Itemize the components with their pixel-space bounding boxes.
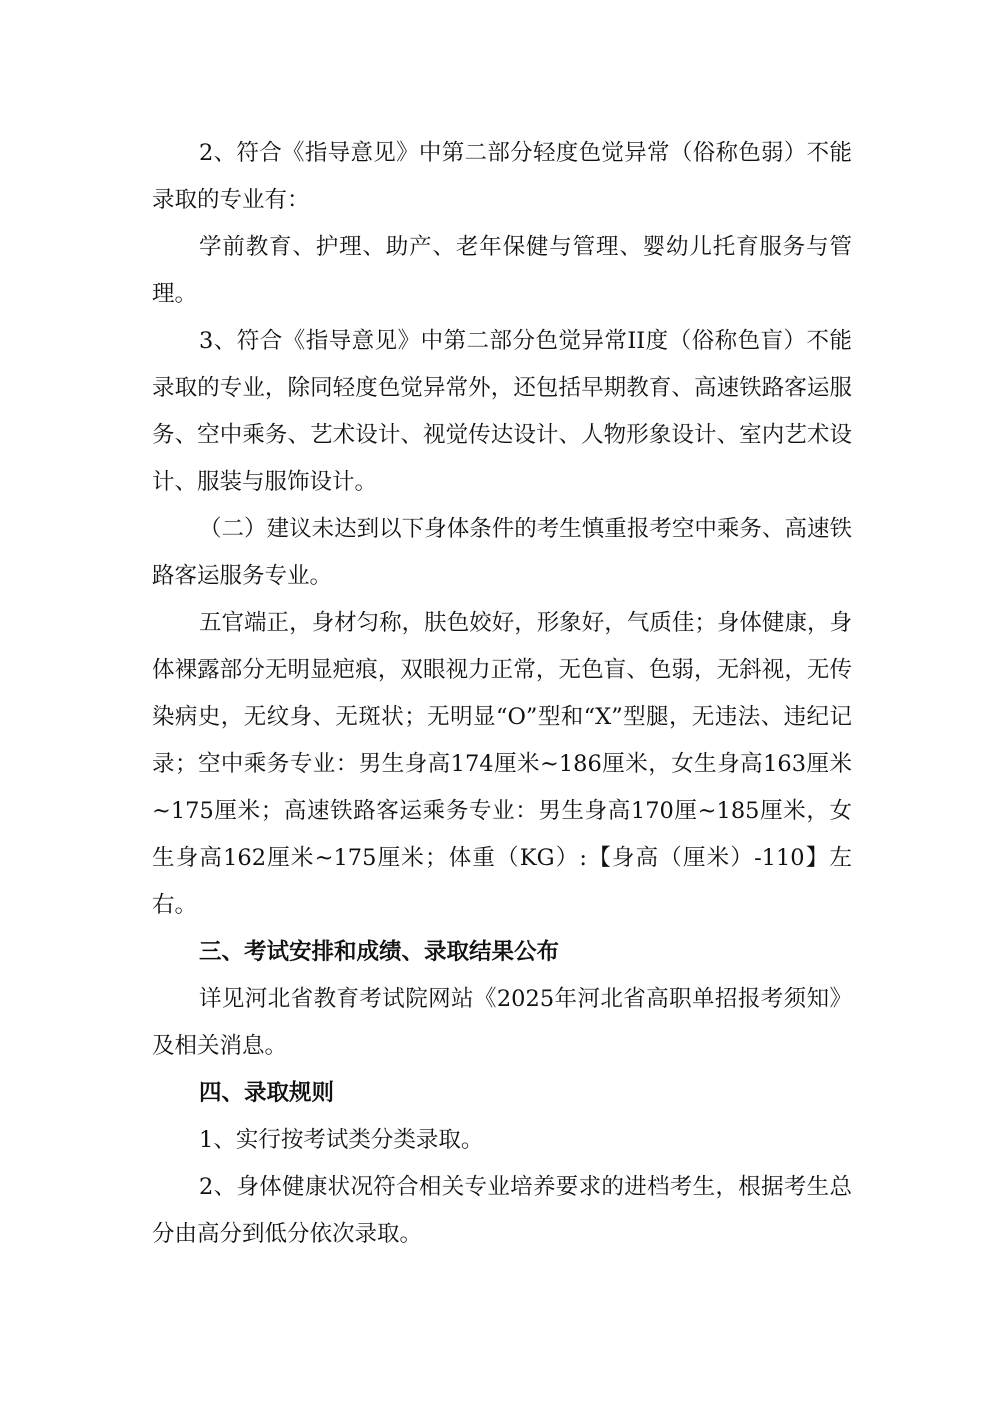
paragraph-admission-rule-2: 2、身体健康状况符合相关专业培养要求的进档考生，根据考生总分由高分到低分依次录取。 (152, 1174, 852, 1247)
paragraph-color-weakness-majors: 学前教育、护理、助产、老年保健与管理、婴幼儿托育服务与管理。 (152, 234, 852, 307)
paragraph-physical-requirements: 五官端正，身材匀称，肤色姣好，形象好，气质佳；身体健康，身体裸露部分无明显疤痕，双眼视力正常，无色盲、色弱，无斜视，无传染病史，无纹身、无斑状；无明显“O”型和“X”型腿，无违法、违纪记录；空中乘务专业：男生身高174厘米~186厘米，女生身高163厘米~175厘米；高速铁路客运乘务专业：男生身高170厘~185厘米，女生身高162厘米~175厘米；体重（KG）:【身高（厘米）-110】左右。 (152, 610, 852, 918)
paragraph-color-weakness-rule: 2、符合《指导意见》中第二部分轻度色觉异常（俗称色弱）不能录取的专业有： (152, 140, 852, 213)
section-heading-admission-rules: 四、录取规则 (199, 1080, 335, 1106)
paragraph-admission-rule-1: 1、实行按考试类分类录取。 (199, 1127, 484, 1153)
document-page (152, 130, 852, 1258)
section-heading-exam-arrangement: 三、考试安排和成绩、录取结果公布 (199, 939, 560, 965)
paragraph-exam-details: 详见河北省教育考试院网站《2025年河北省高职单招报考须知》及相关消息。 (152, 986, 852, 1059)
paragraph-color-blindness-rule: 3、符合《指导意见》中第二部分色觉异常II度（俗称色盲）不能录取的专业，除同轻度色觉异常外，还包括早期教育、高速铁路客运服务、空中乘务、艺术设计、视觉传达设计、人物形象设计、室内艺术设计、服装与服饰设计。 (152, 328, 852, 495)
paragraph-physical-advice: （二）建议未达到以下身体条件的考生慎重报考空中乘务、高速铁路客运服务专业。 (152, 516, 852, 589)
